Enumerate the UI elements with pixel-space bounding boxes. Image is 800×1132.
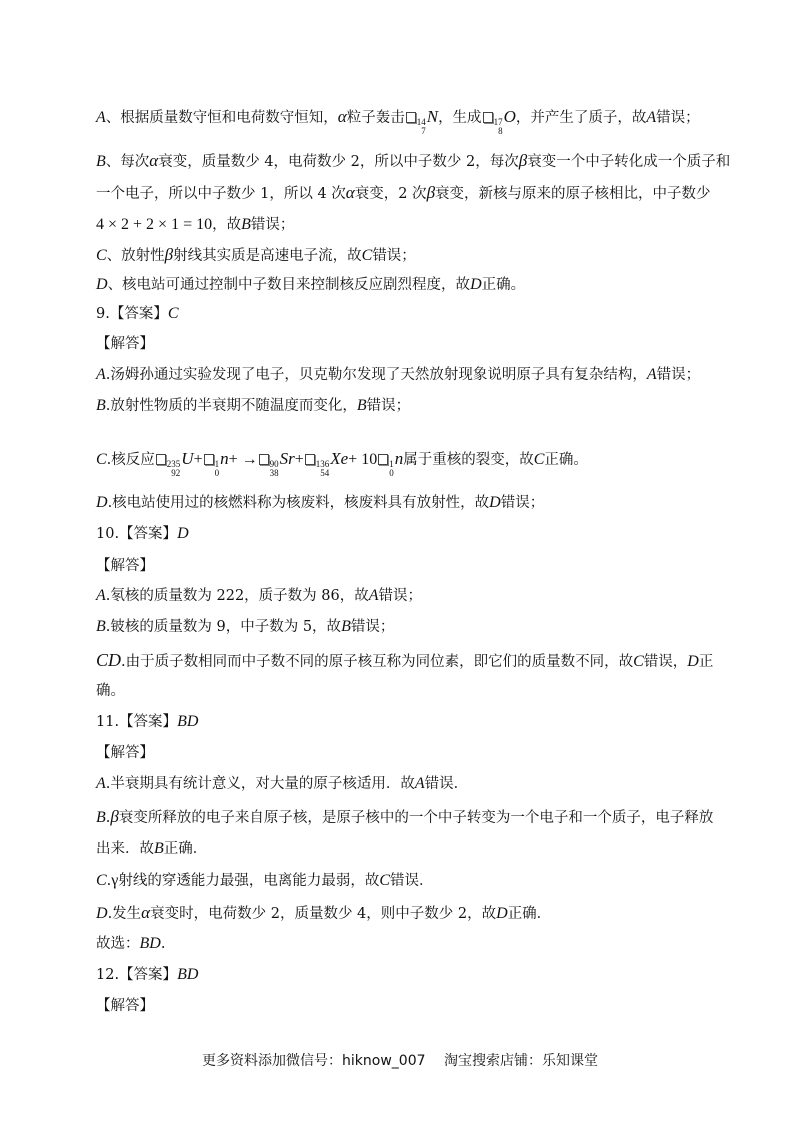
line-11b bbox=[96, 806, 714, 829]
answer-label: 12.【答案】 bbox=[96, 967, 178, 983]
line-10a bbox=[96, 585, 704, 607]
text: . bbox=[106, 873, 112, 889]
option-letter: A bbox=[96, 587, 106, 604]
alpha-symbol: α bbox=[337, 107, 347, 126]
text: 衰变所释放的电子来自原子核，是原子核中的一个中子转变为一个电子和一个质子，电子释放 bbox=[118, 810, 714, 826]
option-letter: C bbox=[533, 451, 545, 468]
nuclide-index bbox=[316, 460, 330, 478]
text: 错误； bbox=[378, 588, 423, 604]
option-letter: B bbox=[356, 397, 367, 414]
math-operator: + bbox=[193, 451, 203, 468]
text: .半衰期具有统计意义，对大量的原子核适用．故 bbox=[105, 776, 415, 792]
line-d1 bbox=[96, 274, 704, 296]
text: 错误； bbox=[656, 110, 700, 126]
mass-number: 17 bbox=[493, 117, 503, 127]
text: .放射性物质的半衰期不随温度而变化， bbox=[105, 398, 357, 414]
answer-label: 11.【答案】 bbox=[96, 714, 178, 730]
option-letter: A bbox=[96, 109, 106, 126]
option-letter: B bbox=[96, 618, 106, 635]
answer-12 bbox=[96, 964, 704, 986]
text: 出来．故 bbox=[96, 841, 154, 857]
text: 属于重核的裂变，故 bbox=[403, 452, 534, 468]
answer-value: BD bbox=[177, 966, 199, 983]
line-c1 bbox=[96, 244, 704, 267]
nuclide-index bbox=[494, 118, 503, 136]
text: 错误； bbox=[250, 217, 295, 233]
answer-11 bbox=[96, 711, 704, 733]
atomic-number: 0 bbox=[389, 468, 394, 478]
math-operator: + 10 bbox=[348, 451, 378, 468]
text: .由于质子数相同而中子数不同的原子核互称为同位素，即它们的质量数不同，故 bbox=[121, 654, 634, 670]
text: .发生 bbox=[107, 906, 142, 922]
text: 衰变，新核与原来的原子核相比，中子数少 bbox=[435, 186, 711, 202]
option-letter: B bbox=[96, 397, 106, 414]
option-letter: B bbox=[96, 153, 106, 170]
text: 衰变，质量数少 4，电荷数少 2，所以中子数少 2，每次 bbox=[158, 154, 519, 170]
beta-symbol: β bbox=[164, 245, 174, 264]
text: 错误； bbox=[366, 398, 411, 414]
text: 错误． bbox=[424, 776, 469, 792]
mass-number: 1 bbox=[389, 459, 394, 469]
option-letter: D bbox=[96, 905, 108, 922]
option-letter: B bbox=[241, 216, 251, 233]
placeholder-box-icon bbox=[204, 454, 214, 465]
option-letter: C bbox=[96, 451, 107, 468]
option-letter: A bbox=[646, 109, 657, 126]
answer-value: BD bbox=[177, 713, 199, 730]
text: 错误； bbox=[372, 248, 416, 264]
element-symbol: Xe bbox=[330, 449, 349, 468]
math-operator: + → bbox=[228, 451, 258, 468]
answer-label: 10.【答案】 bbox=[96, 526, 178, 542]
line-a1 bbox=[96, 106, 704, 136]
line-9c bbox=[96, 448, 704, 478]
atomic-number: 54 bbox=[320, 468, 330, 478]
mass-number: 136 bbox=[315, 459, 330, 469]
option-letter: A bbox=[96, 366, 106, 383]
atomic-number: 0 bbox=[214, 468, 220, 478]
line-9a bbox=[96, 364, 704, 386]
text: 射线的穿透能力最强，电离能力最弱，故 bbox=[118, 873, 380, 889]
answer-value: BD bbox=[139, 935, 161, 952]
atomic-number: 7 bbox=[421, 126, 426, 136]
text: 故选： bbox=[96, 936, 140, 952]
math-expression: 4 × 2 + 2 × 1 = 10 bbox=[96, 216, 213, 233]
mass-number: 90 bbox=[269, 459, 279, 469]
option-letter: B bbox=[341, 618, 351, 635]
line-b1 bbox=[96, 150, 731, 173]
mass-number: 1 bbox=[214, 459, 220, 469]
text: 粒子轰击 bbox=[346, 110, 405, 126]
beta-symbol: β bbox=[426, 183, 436, 202]
option-letter: CD bbox=[96, 650, 122, 670]
line-10cd bbox=[96, 649, 714, 673]
option-letter: C bbox=[96, 872, 107, 889]
option-letter: D bbox=[470, 276, 482, 293]
text: ，故 bbox=[212, 217, 242, 233]
element-symbol: N bbox=[426, 107, 439, 126]
text: 正确。 bbox=[544, 452, 588, 468]
option-letter: D bbox=[96, 276, 108, 293]
option-letter: C bbox=[379, 872, 391, 889]
nuclide-index bbox=[167, 460, 181, 478]
atomic-number: 8 bbox=[498, 126, 503, 136]
solution-label-9: 【解答】 bbox=[96, 336, 154, 352]
text: 、根据质量数守恒和电荷数守恒知， bbox=[105, 110, 338, 126]
nuclide-index bbox=[389, 460, 394, 478]
option-letter: D bbox=[489, 494, 501, 511]
line-b2 bbox=[96, 182, 711, 205]
text: 正确。 bbox=[481, 277, 526, 293]
text: . bbox=[160, 936, 166, 952]
option-letter: C bbox=[96, 247, 107, 264]
nuclide-index bbox=[417, 118, 426, 136]
text: 、每次 bbox=[105, 154, 150, 170]
option-letter: D bbox=[96, 494, 108, 511]
line-11e bbox=[96, 933, 704, 955]
line-b3 bbox=[96, 214, 704, 236]
answer-value: D bbox=[177, 525, 189, 542]
option-letter: A bbox=[414, 775, 425, 792]
option-letter: C bbox=[633, 653, 644, 670]
text: 错误； bbox=[656, 367, 701, 383]
mass-number: 14 bbox=[416, 117, 426, 127]
beta-symbol: β bbox=[110, 807, 119, 826]
option-letter: A bbox=[368, 587, 379, 604]
placeholder-box-icon bbox=[483, 112, 493, 123]
option-letter: A bbox=[646, 366, 657, 383]
math-operator: + bbox=[294, 451, 304, 468]
option-letter: B bbox=[154, 840, 164, 857]
option-letter: D bbox=[687, 653, 699, 670]
element-symbol: n bbox=[394, 449, 404, 468]
answer-value: C bbox=[167, 305, 179, 322]
element-symbol: O bbox=[503, 107, 516, 126]
text: .铍核的质量数为 9，中子数为 5，故 bbox=[105, 619, 342, 635]
line-11b-cont bbox=[96, 838, 704, 860]
text: .核电站使用过的核燃料称为核废料，核废料具有放射性，故 bbox=[107, 495, 490, 511]
line-11c bbox=[96, 870, 704, 892]
option-letter: B bbox=[96, 809, 106, 826]
placeholder-box-icon bbox=[305, 454, 315, 465]
answer-9 bbox=[96, 303, 704, 325]
beta-symbol: β bbox=[518, 151, 528, 170]
text: 错误； bbox=[350, 619, 395, 635]
line-9d bbox=[96, 492, 704, 514]
text: .核反应 bbox=[106, 452, 155, 468]
text: 错误； bbox=[500, 495, 545, 511]
line-10cd-cont: 确。 bbox=[96, 683, 125, 699]
placeholder-box-icon bbox=[378, 454, 388, 465]
placeholder-box-icon bbox=[406, 112, 416, 123]
line-11d bbox=[96, 902, 704, 925]
alpha-symbol: α bbox=[149, 151, 159, 170]
option-letter: C bbox=[361, 247, 373, 264]
line-10b bbox=[96, 616, 704, 638]
text: 正确． bbox=[507, 906, 552, 922]
page-footer: 更多资料添加微信号：hiknow_007 淘宝搜索店铺：乐知课堂 bbox=[202, 1053, 598, 1069]
mass-number: 235 bbox=[166, 459, 181, 469]
nuclide-index bbox=[215, 460, 220, 478]
text: .汤姆孙通过实验发现了电子，贝克勒尔发现了天然放射现象说明原子具有复杂结构， bbox=[105, 367, 647, 383]
answer-label: 9.【答案】 bbox=[96, 306, 168, 322]
alpha-symbol: α bbox=[141, 903, 151, 922]
option-letter: A bbox=[96, 775, 106, 792]
solution-label-10: 【解答】 bbox=[96, 558, 154, 574]
element-symbol: Sr bbox=[279, 449, 295, 468]
placeholder-box-icon bbox=[259, 454, 269, 465]
text: ，生成 bbox=[438, 110, 482, 126]
text: 、核电站可通过控制中子数目来控制核反应剧烈程度，故 bbox=[107, 277, 471, 293]
text: .氡核的质量数为 222，质子数为 86，故 bbox=[105, 588, 369, 604]
text: 一个电子，所以中子数少 1，所以 4 次 bbox=[96, 186, 346, 202]
gamma-symbol: γ bbox=[111, 872, 119, 889]
text: ，并产生了质子，故 bbox=[515, 110, 647, 126]
element-symbol: U bbox=[181, 449, 194, 468]
placeholder-box-icon bbox=[156, 454, 166, 465]
answer-10 bbox=[96, 523, 704, 545]
text: . bbox=[105, 810, 111, 826]
line-11a bbox=[96, 773, 704, 795]
text: 错误， bbox=[643, 654, 688, 670]
atomic-number: 92 bbox=[171, 468, 181, 478]
text: 、放射性 bbox=[106, 248, 165, 264]
text: 衰变，2 次 bbox=[354, 186, 427, 202]
text: 正确． bbox=[163, 841, 208, 857]
atomic-number: 38 bbox=[269, 468, 279, 478]
alpha-symbol: α bbox=[345, 183, 355, 202]
line-9b bbox=[96, 395, 704, 417]
text: 衰变一个中子转化成一个质子和 bbox=[527, 154, 731, 170]
element-symbol: n bbox=[220, 449, 229, 468]
text: 正 bbox=[698, 654, 714, 670]
text: 衰变时，电荷数少 2，质量数少 4，则中子数少 2，故 bbox=[150, 906, 497, 922]
text: 射线其实质是高速电子流，故 bbox=[173, 248, 362, 264]
nuclide-index bbox=[270, 460, 279, 478]
text: 错误． bbox=[390, 873, 434, 889]
option-letter: D bbox=[496, 905, 508, 922]
solution-label-11: 【解答】 bbox=[96, 745, 154, 761]
solution-label-12: 【解答】 bbox=[96, 998, 154, 1014]
